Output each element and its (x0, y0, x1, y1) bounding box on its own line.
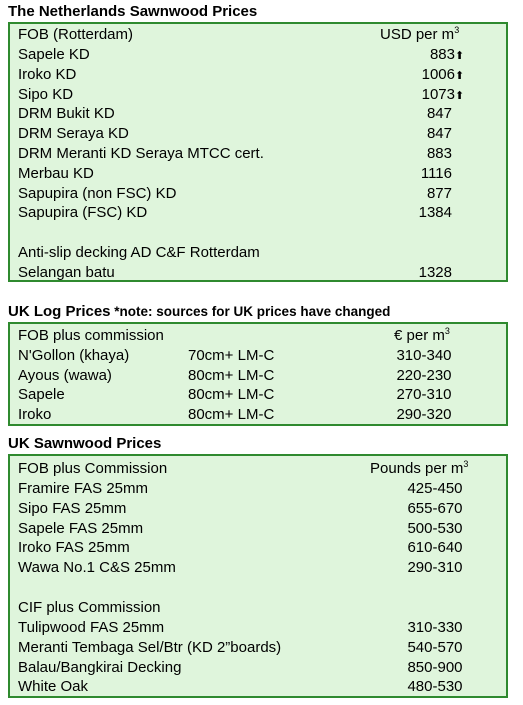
nl-row-price (390, 85, 466, 106)
nl-row-name: Iroko KD (18, 65, 77, 83)
up-arrow-icon: ⬆ (455, 89, 465, 102)
nl-row-price (390, 164, 452, 184)
nl-row-price (390, 45, 466, 66)
uksawn-subrow-price (395, 638, 475, 658)
uklog-row (10, 366, 506, 386)
uksawn-row (10, 558, 506, 578)
nl-row (10, 124, 506, 144)
uklog-row (10, 346, 506, 366)
uksawn-row-name: Framire FAS 25mm (18, 480, 149, 497)
uklog-row-name: Ayous (wawa) (18, 366, 112, 384)
uksawn-row-price-value: 425-450 (407, 480, 463, 497)
nl-row (10, 65, 506, 85)
uksawn-row-price (395, 558, 475, 578)
uksawn-row (10, 479, 506, 499)
nl-subheader: Anti-slip decking AD C&F Rotterdam (18, 244, 260, 261)
uksawn-row-price (395, 479, 475, 499)
uklog-row (10, 385, 506, 405)
uksawn-row (10, 519, 506, 539)
nl-row-price-value: 1006 (421, 65, 455, 83)
uklog-row-price-value: 290-320 (396, 406, 452, 424)
uklog-row-price (384, 405, 464, 425)
uksawn-subrow-name: Meranti Tembaga Sel/Btr (KD 2”boards) (18, 638, 282, 656)
uklog-note: *note: sources for UK prices have changed (110, 304, 391, 319)
uksawn-subrow-name: Tulipwood FAS 25mm (18, 619, 165, 636)
uksawn-row-price-value: 610-640 (407, 539, 463, 557)
nl-row-price (390, 124, 452, 144)
uklog-price-table (8, 322, 508, 426)
nl-row-price-value: 883 (429, 46, 455, 63)
uksawn-row-name: Sapele FAS 25mm (18, 519, 144, 537)
nl-row-price-value: 877 (426, 184, 452, 202)
nl-subrow-price-value: 1328 (418, 264, 452, 281)
nl-header-label: FOB (Rotterdam) (18, 26, 134, 43)
nl-row-price (390, 203, 452, 223)
nl-row-price (390, 104, 452, 124)
uksawn-row (10, 499, 506, 519)
uksawn-subrow (10, 677, 506, 697)
uksawn-subheader: CIF plus Commission (18, 599, 161, 616)
uksawn-row (10, 538, 506, 558)
nl-price-table (8, 22, 508, 282)
nl-row-name: DRM Meranti KD Seraya MTCC cert. (18, 145, 264, 162)
nl-row-name: Merbau KD (18, 164, 94, 182)
uklog-row-spec: 70cm+ LM-C (188, 347, 275, 364)
nl-row (10, 85, 506, 105)
nl-row-name: DRM Seraya KD (18, 125, 129, 143)
uklog-header-label: FOB plus commission (18, 327, 164, 344)
uklog-row (10, 405, 506, 425)
nl-row (10, 164, 506, 184)
uksawn-row-price-value: 500-530 (407, 519, 463, 537)
uksawn-row-price (395, 538, 475, 558)
uksawn-row-price (395, 499, 475, 519)
nl-row (10, 184, 506, 204)
uklog-row-spec: 80cm+ LM-C (188, 386, 275, 404)
nl-header-unit: USD per $m^3$ (380, 25, 460, 43)
nl-row-price-value: 1384 (418, 204, 452, 222)
nl-row-price-value: 847 (426, 125, 452, 143)
uklog-row-name: N'Gollon (khaya) (18, 347, 130, 364)
uklog-row-price-value: 310-340 (396, 347, 452, 364)
uksawn-row-price-value: 655-670 (407, 499, 463, 517)
nl-row-name: Sapupira (FSC) KD (18, 204, 148, 222)
uksawn-subrow-price-value: 480-530 (407, 678, 463, 696)
uksawn-subrow-price-value: 850-900 (407, 658, 463, 676)
uksawn-subrow-name: White Oak (18, 678, 89, 696)
nl-row-price-value: 1116 (420, 164, 452, 182)
nl-row-name: Sapupira (non FSC) KD (18, 184, 177, 202)
uksawn-subrow-price (395, 677, 475, 697)
nl-row-price-value: 847 (426, 105, 452, 123)
nl-title: The Netherlands Sawnwood Prices (8, 3, 258, 20)
uksawn-header-row (10, 459, 506, 479)
nl-row-price (390, 65, 466, 86)
uklog-row-price-value: 270-310 (396, 386, 452, 404)
uklog-row-price-value: 220-230 (396, 366, 452, 384)
nl-row (10, 104, 506, 124)
uksawn-header-label: FOB plus Commission (18, 460, 168, 477)
uksawn-price-table (8, 454, 508, 698)
nl-row-name: DRM Bukit KD (18, 105, 115, 123)
uksawn-row-name: Sipo FAS 25mm (18, 499, 127, 517)
uksawn-subrow (10, 658, 506, 678)
nl-row-price-value: 1073 (421, 85, 455, 103)
uksawn-row-price (395, 519, 475, 539)
uksawn-subrow-name: Balau/Bangkirai Decking (18, 658, 182, 676)
up-arrow-icon: ⬆ (455, 50, 465, 62)
up-arrow-icon: ⬆ (455, 69, 465, 82)
uklog-row-name: Iroko (18, 406, 52, 424)
nl-row-price (390, 144, 452, 164)
nl-row-name: Sapele KD (18, 46, 90, 63)
nl-row-name: Sipo KD (18, 85, 74, 103)
nl-row (10, 45, 506, 65)
uklog-row-price (384, 346, 464, 366)
nl-row (10, 203, 506, 223)
uklog-row-name: Sapele (18, 386, 65, 404)
uklog-row-price (384, 385, 464, 405)
uklog-header-row (10, 326, 506, 346)
uksawn-subrow (10, 618, 506, 638)
uksawn-row-name: Wawa No.1 C&S 25mm (18, 559, 176, 577)
uklog-title: UK Log Prices *note: sources for UK prices have changed (8, 303, 391, 320)
nl-row-price-value: 883 (426, 145, 452, 162)
uksawn-header-unit: Pounds per $m^3$ (370, 459, 469, 477)
uksawn-row-price-value: 290-310 (407, 559, 463, 577)
uklog-row-spec: 80cm+ LM-C (188, 366, 275, 384)
nl-subrow-price (390, 263, 452, 283)
uksawn-row-name: Iroko FAS 25mm (18, 539, 130, 557)
uksawn-subrow-price (395, 618, 475, 638)
uksawn-subrow-price-value: 540-570 (407, 638, 463, 656)
uklog-header-unit: € per $m^3$ (394, 326, 450, 344)
uklog-row-price (384, 366, 464, 386)
uksawn-title: UK Sawnwood Prices (8, 435, 162, 452)
uksawn-subrow-price (395, 658, 475, 678)
uksawn-subrow-price-value: 310-330 (407, 619, 463, 636)
nl-subrow (10, 263, 506, 283)
uklog-row-spec: 80cm+ LM-C (188, 406, 275, 424)
nl-header-row (10, 25, 506, 45)
nl-subrow-name: Selangan batu (18, 264, 115, 281)
nl-row (10, 144, 506, 164)
nl-row-price (390, 184, 452, 204)
uksawn-subrow (10, 638, 506, 658)
